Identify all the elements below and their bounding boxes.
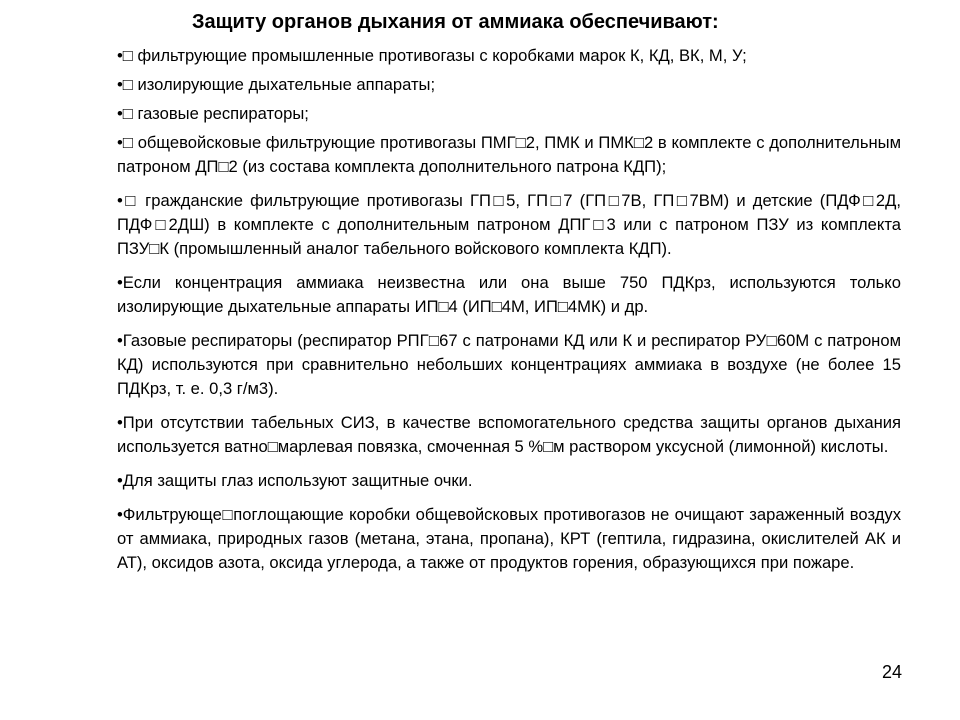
page-number: 24 xyxy=(881,662,902,682)
list-item-filtering-masks: •□ фильтрующие промышленные противогазы с коробками марок К, КД, ВК, М, У; xyxy=(117,46,747,65)
list-item-unknown-concentration: •Если концентрация аммиака неизвестна или она выше 750 ПДКрз, используются только изолирующие дыхательные аппараты ИП□4 (ИП□4М, ИП□4МК) и др. xyxy=(117,273,901,316)
list-item-respirator-usage: •Газовые респираторы (респиратор РПГ□67 с патронами КД или К и респиратор РУ□60М с патроном КД) используются при сравнительно небольших концентрациях аммиака в воздухе (не более 15 ПДКрз, т. е. 0,3 г/м3). xyxy=(117,331,901,398)
list-item-isolating-apparatus: •□ изолирующие дыхательные аппараты; xyxy=(117,75,436,94)
slide-title: Защиту органов дыхания от аммиака обеспечивают: xyxy=(192,11,719,33)
list-item-civil-masks: •□ гражданские фильтрующие противогазы ГП□5, ГП□7 (ГП□7В, ГП□7ВМ) и детские (ПДФ□2Д, ПДФ□2ДШ) в комплекте с дополнительным патроном ДПГ□3 или с патроном ПЗУ из комплекта ПЗУ□К (промышленный аналог табельного войскового комплекта КДП). xyxy=(117,191,901,258)
list-item-eye-protection: •Для защиты глаз используют защитные очки. xyxy=(117,471,473,490)
list-item-gas-respirators: •□ газовые респираторы; xyxy=(117,104,309,123)
list-item-filter-limitations: •Фильтрующе□поглощающие коробки общевойсковых противогазов не очищают зараженный воздух от аммиака, природных газов (метана, этана, пропана), КРТ (гептила, гидразина, окислителей АК и АТ), оксидов азота, оксида углерода, а также от продуктов горения, образующихся при пожаре. xyxy=(117,505,901,572)
list-item-military-masks: •□ общевойсковые фильтрующие противогазы ПМГ□2, ПМК и ПМК□2 в комплекте с дополнительным патроном ДП□2 (из состава комплекта дополнительного патрона КДП); xyxy=(117,133,901,176)
list-item-gauze-bandage: •При отсутствии табельных СИЗ, в качестве вспомогательного средства защиты органов дыхания используется ватно□марлевая повязка, смоченная 5 %□м раствором уксусной (лимонной) кислоты. xyxy=(117,413,901,456)
slide-body xyxy=(117,44,901,585)
